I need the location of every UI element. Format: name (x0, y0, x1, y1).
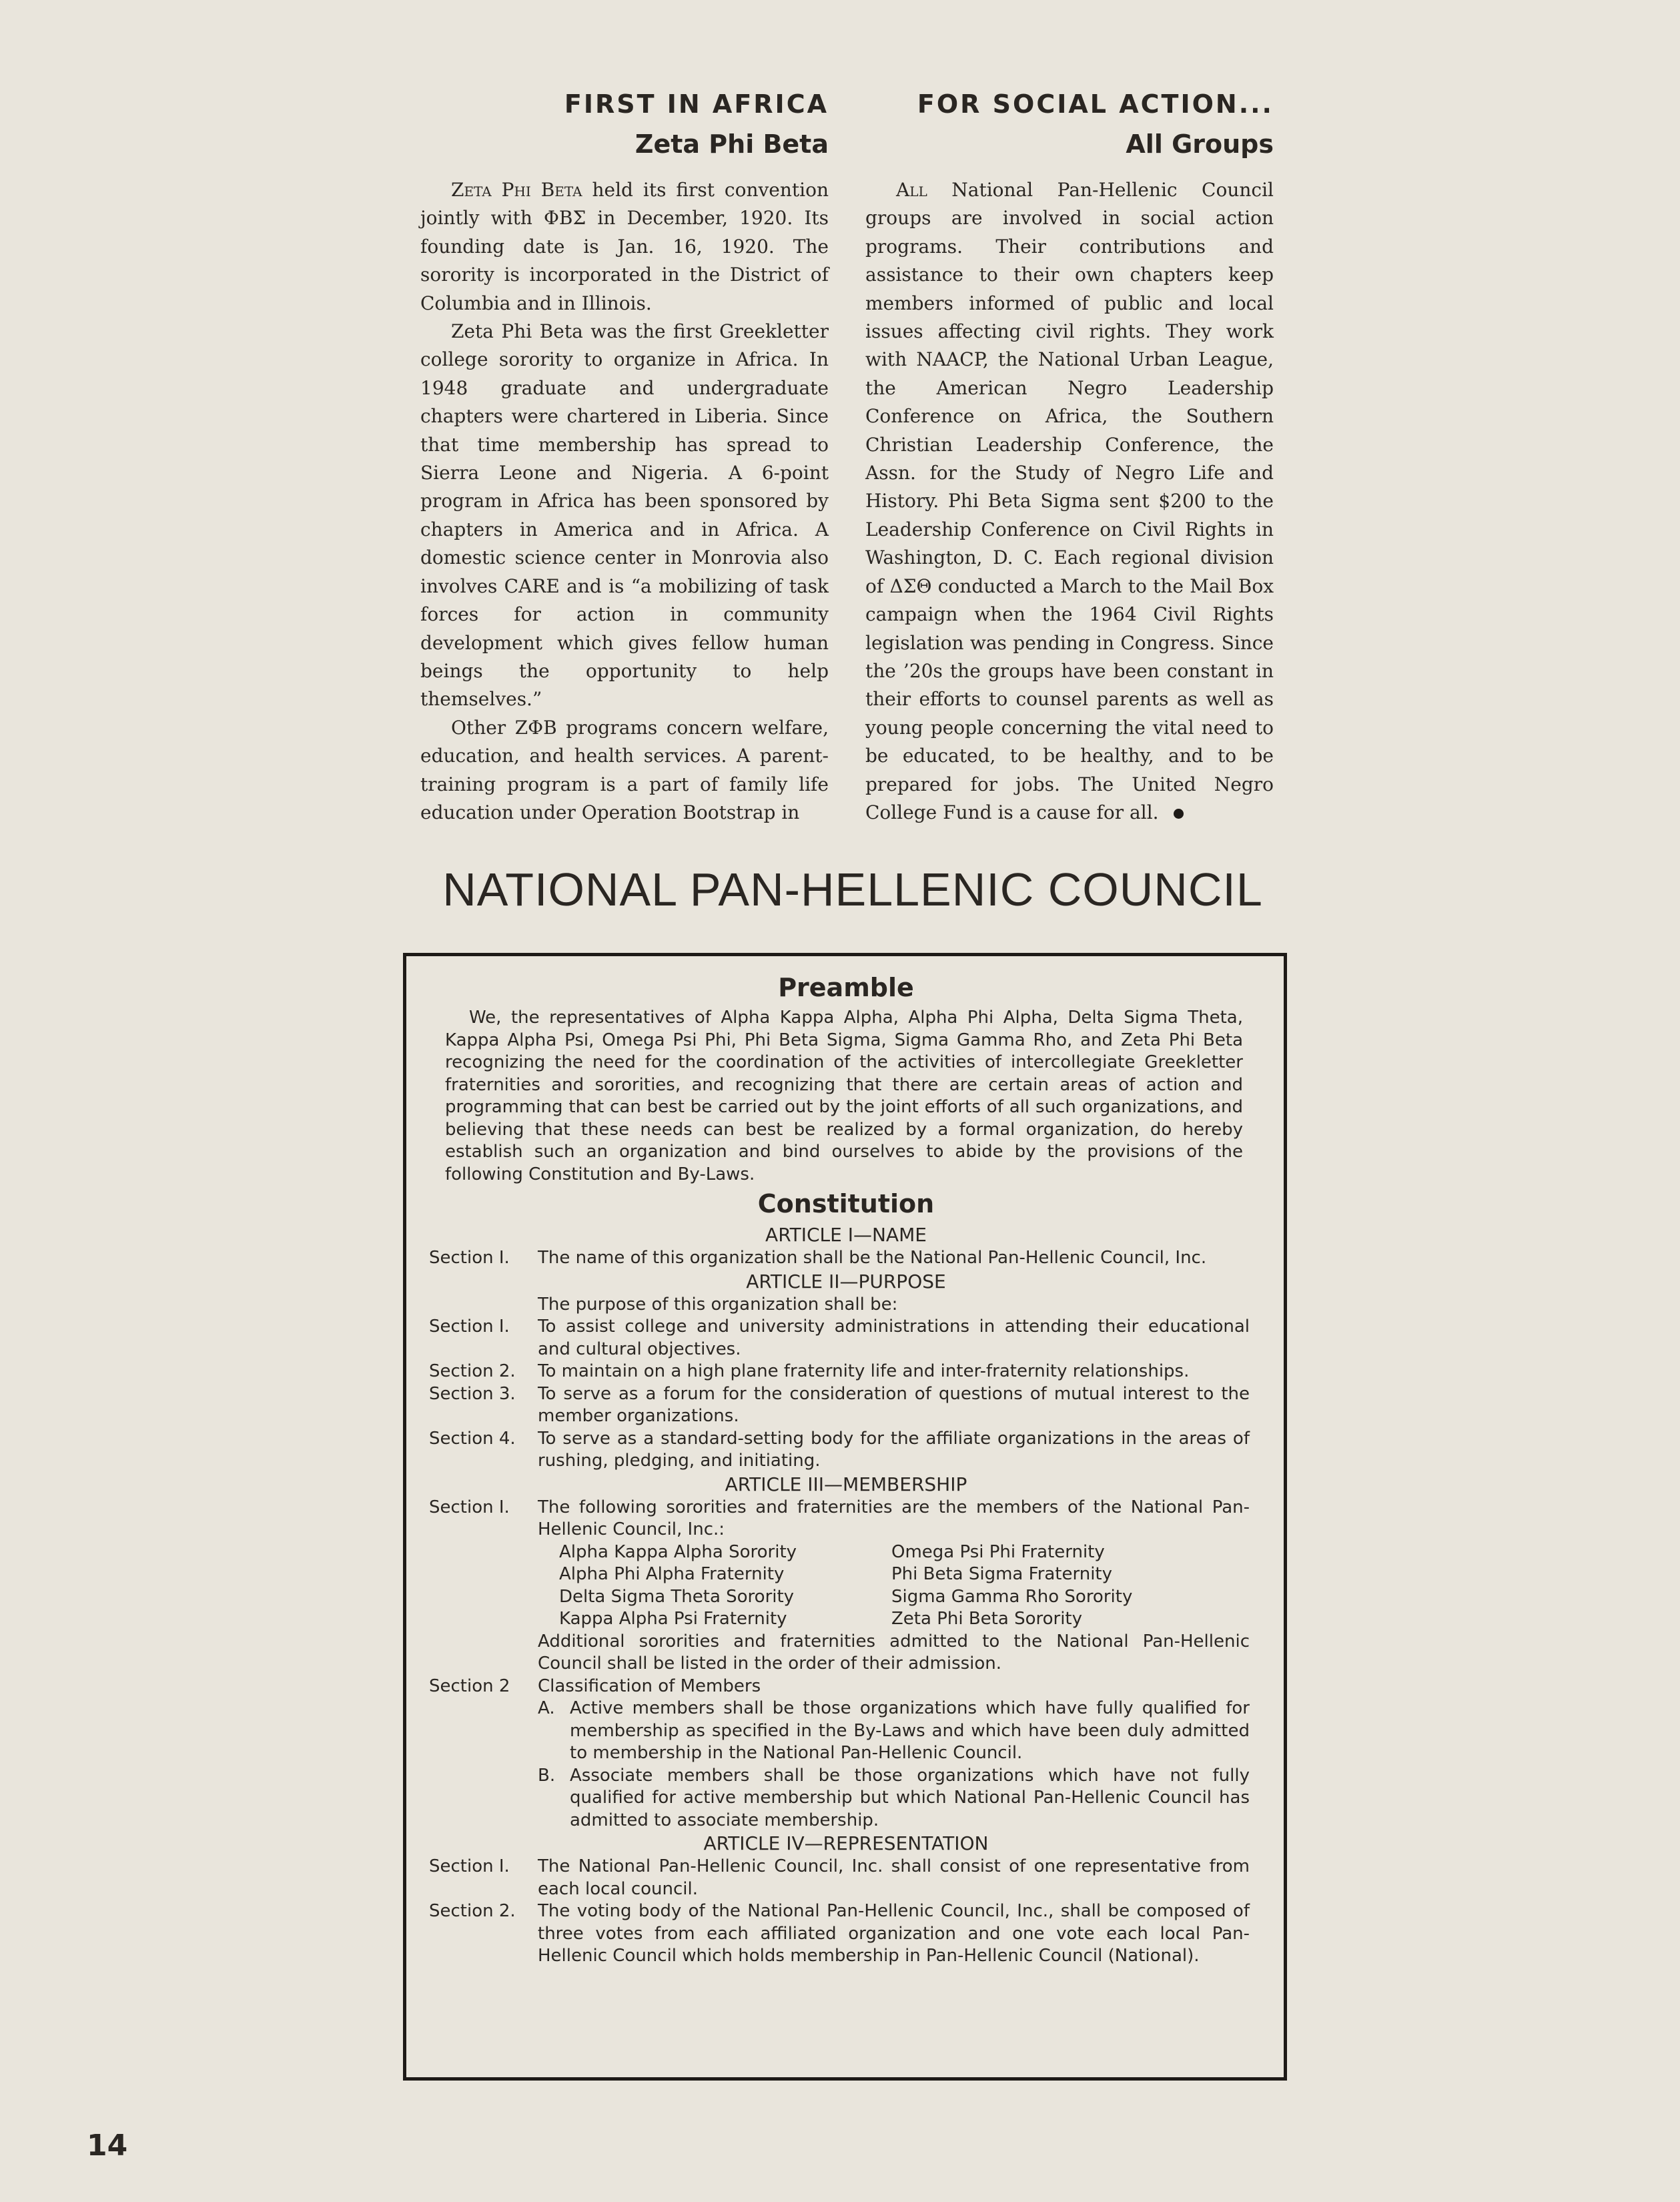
article-title: ARTICLE II—PURPOSE (746, 1270, 946, 1293)
section-row (429, 1316, 1263, 1361)
end-mark-bullet (1174, 809, 1184, 819)
paragraph-text: National Pan-Hellenic Council groups are involved in social action programs. Their contributions and assistance to their own chapters keep members informed of public and local issues affecting civil rights. They work with NAACP, the National Urban League, the American Negro Leadership Conference on Africa, the Southern Christian Leadership Conference, the Assn. for the Study of Negro Life and History. Phi Beta Sigma sent $200 to the Leadership Conference on Civil Rights in Washington, D. C. Each regional division of ΔΣΘ conducted a March to the Mail Box campaign when the 1964 Civil Rights legislation was pending in Congress. Since the ’20s the groups have been constant in their efforts to counsel parents as well as young people concerning the vital need to be educated, to be healthy, and to be prepared for jobs. The United Negro College Fund is a cause for all. (865, 179, 1274, 823)
article-social-action (865, 87, 1274, 827)
section-subheading: Zeta Phi Beta (635, 129, 829, 159)
section-label: Section 2. (429, 1361, 516, 1381)
item-text: Active members shall be those organizations which have fully qualified for membership as specified in the By-Laws and which have been duly admitted to membership in the National Pan-Hellenic Council. (570, 1698, 1250, 1763)
section-text: To assist college and university administrations in attending their educational and cultural objectives. (538, 1317, 1250, 1359)
article-first-in-africa (420, 87, 829, 827)
item-text: Associate members shall be those organizations which have not fully qualified for active membership but which National Pan-Hellenic Council has admitted to associate membership. (570, 1765, 1250, 1830)
lead-in: All (896, 179, 927, 201)
section-text: The National Pan-Hellenic Council, Inc. shall consist of one representative from each local council. (538, 1856, 1250, 1899)
section-row (429, 1361, 1263, 1383)
member-name: Omega Psi Phi Fraternity (891, 1541, 1105, 1562)
section-label: Section I. (429, 1497, 510, 1517)
additional-members-note: Additional sororities and fraternities admitted to the National Pan-Hellenic Council shall be listed in the order of their admission. (538, 1631, 1250, 1674)
page-number: 14 (87, 2129, 128, 2163)
section-row (429, 1676, 1263, 1698)
section-row (429, 1247, 1263, 1270)
preamble-text: We, the representatives of Alpha Kappa Alpha, Alpha Phi Alpha, Delta Sigma Theta, Kappa Alpha Psi, Omega Psi Phi, Phi Beta Sigma, Sigma Gamma Rho, and Zeta Phi Beta recognizing the need for the coordination of the activities of intercollegiate Greekletter fraternities and sororities, and recognizing that there are certain areas of action and programming that can best be carried out by the joint efforts of all such organizations, and believing that these needs can best be realized by a formal organization, do hereby establish such an organization and bind ourselves to abide by the provisions of the following Constitution and By-Laws. (445, 1008, 1243, 1184)
article-title: ARTICLE III—MEMBERSHIP (725, 1473, 967, 1495)
constitution-heading: Constitution (757, 1189, 935, 1218)
section-text: To maintain on a high plane fraternity life and inter-fraternity relationships. (538, 1361, 1190, 1381)
constitution-box (403, 953, 1287, 2081)
article-title: ARTICLE IV—REPRESENTATION (703, 1832, 989, 1854)
article-title: ARTICLE I—NAME (765, 1224, 927, 1246)
section-text: To serve as a forum for the consideration of questions of mutual interest to the member organizations. (538, 1383, 1250, 1426)
section-row (429, 1856, 1263, 1900)
council-title: NATIONAL PAN-HELLENIC COUNCIL (442, 863, 1263, 915)
section-heading: FOR SOCIAL ACTION... (917, 89, 1274, 119)
member-list (429, 1541, 1263, 1631)
section-label: Section I. (429, 1248, 510, 1268)
section-text: To serve as a standard-setting body for the affiliate organizations in the areas of rushing, pledging, and initiating. (538, 1428, 1250, 1471)
member-name: Kappa Alpha Psi Fraternity (559, 1609, 787, 1629)
classification-item (429, 1765, 1263, 1832)
section-label: Section 2. (429, 1901, 516, 1921)
body-paragraph: Other ZΦB programs concern welfare, education, and health services. A parent-training program is a part of family life education under Operation Bootstrap in (420, 716, 829, 823)
section-text: The name of this organization shall be the National Pan-Hellenic Council, Inc. (538, 1248, 1207, 1268)
member-name: Phi Beta Sigma Fraternity (891, 1564, 1113, 1584)
section-row (429, 1497, 1263, 1541)
section-heading: FIRST IN AFRICA (564, 89, 829, 119)
member-name: Sigma Gamma Rho Sorority (891, 1586, 1133, 1607)
section-label: Section I. (429, 1317, 510, 1337)
lead-in: Zeta Phi Beta (451, 179, 582, 201)
section-row (429, 1428, 1263, 1473)
item-letter: B. (538, 1765, 556, 1786)
section-label: Section I. (429, 1856, 510, 1876)
section-text: The following sororities and fraternities are the members of the National Pan-Hellenic Council, Inc.: (538, 1497, 1250, 1539)
section-row (429, 1900, 1263, 1968)
paragraph-text: held its first convention jointly with ΦΒΣ in December, 1920. Its founding date is Jan. 16, 1920. The sorority is incorporated in the District of Columbia and in Illinois. (420, 179, 829, 314)
section-row (429, 1383, 1263, 1428)
member-name: Zeta Phi Beta Sorority (891, 1609, 1082, 1629)
body-paragraph (865, 176, 1274, 827)
section-label: Section 2 (429, 1676, 510, 1696)
body-paragraph: Zeta Phi Beta was the first Greekletter college sorority to organize in Africa. In 1948 graduate and undergraduate chapters were chartered in Liberia. Since that time membership has spread to Sierra Leone and Nigeria. A 6-point program in Africa has been sponsored by chapters in America and in Africa. A domestic science center in Monrovia also involves CARE and is “a mobilizing of task forces for action in community development which gives fellow human beings the opportunity to help themselves.” (420, 320, 829, 711)
section-label: Section 4. (429, 1428, 516, 1449)
section-text: The voting body of the National Pan-Hellenic Council, Inc., shall be composed of three votes from each affiliated organization and one vote each local Pan-Hellenic Council which holds membership in Pan-Hellenic Council (National). (538, 1901, 1250, 1966)
item-letter: A. (538, 1698, 555, 1718)
member-name: Alpha Phi Alpha Fraternity (559, 1564, 785, 1584)
member-name: Delta Sigma Theta Sorority (559, 1586, 795, 1607)
classification-item (429, 1698, 1263, 1765)
preamble-heading: Preamble (778, 973, 914, 1002)
section-label: Section 3. (429, 1383, 516, 1404)
body-paragraph (420, 176, 829, 318)
member-name: Alpha Kappa Alpha Sorority (559, 1541, 797, 1562)
article-intro: The purpose of this organization shall be: (538, 1294, 898, 1315)
section-subheading: All Groups (1126, 129, 1274, 159)
section-text: Classification of Members (538, 1676, 761, 1696)
